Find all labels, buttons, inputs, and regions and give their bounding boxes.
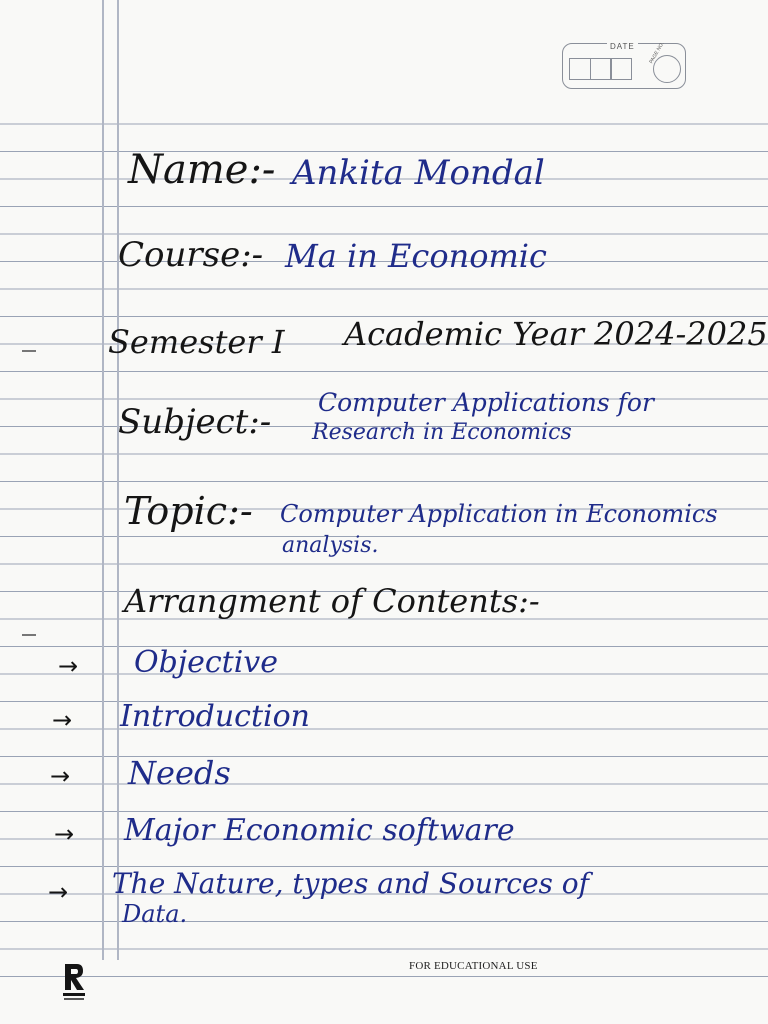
margin-line-right	[117, 0, 119, 960]
margin-tick	[22, 634, 36, 636]
subject-value-line-1: Computer Applications for	[318, 388, 654, 417]
subject-label: Subject:-	[118, 402, 272, 442]
contents-item-nature-types-sources: The Nature, types and Sources of	[112, 867, 589, 900]
arrow-icon: →	[48, 878, 69, 906]
contents-item-needs: Needs	[128, 754, 231, 792]
arrow-icon: →	[54, 820, 75, 848]
margin-tick	[22, 350, 36, 352]
page-number-circle	[653, 55, 681, 83]
topic-label: Topic:-	[124, 489, 253, 533]
arrow-icon: →	[50, 762, 71, 790]
name-value: Ankita Mondal	[292, 153, 545, 193]
arrow-icon: →	[52, 706, 73, 734]
topic-value-line-2: analysis.	[282, 533, 379, 558]
contents-item-major-software: Major Economic software	[124, 813, 515, 848]
course-label: Course:-	[118, 235, 264, 275]
page-no-label: PAGE NO.	[648, 41, 666, 65]
contents-item-continuation: Data.	[122, 900, 188, 928]
name-label: Name:-	[128, 147, 276, 193]
regal-logo-icon	[62, 962, 86, 1002]
date-label: DATE	[607, 42, 638, 51]
date-cell-year	[610, 58, 632, 80]
date-box	[562, 43, 686, 89]
margin-line-left	[102, 0, 104, 960]
date-cell-day	[569, 58, 591, 80]
semester-label: Semester I	[108, 323, 285, 361]
topic-value-line-1: Computer Application in Economics	[280, 500, 718, 528]
subject-value-line-2: Research in Economics	[312, 420, 572, 445]
contents-item-introduction: Introduction	[120, 699, 310, 734]
course-value: Ma in Economic	[285, 237, 547, 275]
arrow-icon: →	[58, 652, 79, 680]
date-cells	[569, 58, 631, 80]
date-cell-month	[590, 58, 612, 80]
footer-educational-use: FOR EDUCATIONAL USE	[409, 960, 538, 972]
academic-year: Academic Year 2024-2025	[344, 315, 768, 353]
contents-heading: Arrangment of Contents:-	[124, 582, 540, 620]
contents-item-objective: Objective	[134, 645, 279, 680]
